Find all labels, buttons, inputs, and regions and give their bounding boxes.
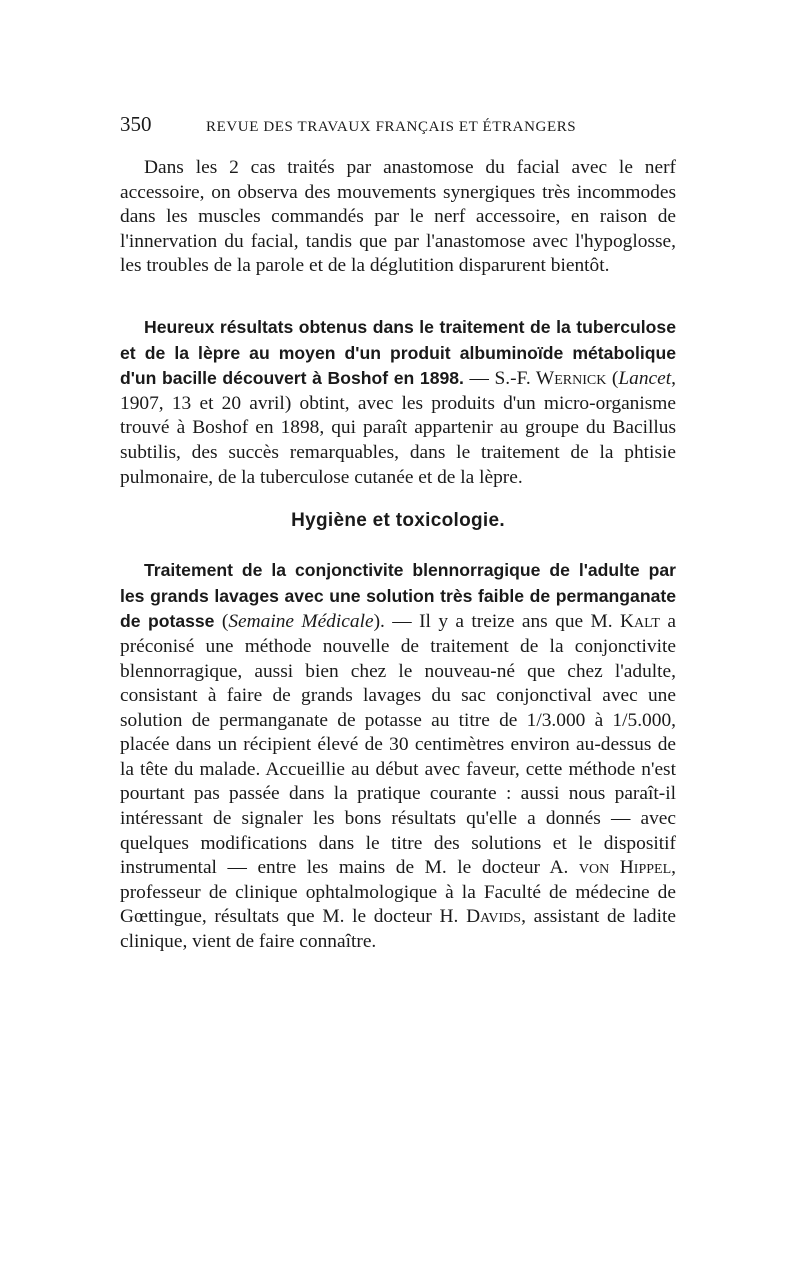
name-kalt: Kalt [620, 611, 660, 633]
author-wernick: S.-F. Wernick [494, 368, 607, 390]
source-open: ( [606, 368, 619, 390]
source-close: ). [373, 611, 385, 633]
paragraph-facial-anastomosis: Dans les 2 cas traités par anastomose du facial avec le nerf accessoire, on observa des mouvements synergiques très incommodes dans les muscles commandés par le nerf accessoire, en raison de l'innervation du facial, tandis que par l'anastomose avec l'hypoglosse, les troubles de la parole et de la déglutition disparurent bientôt. [120, 157, 676, 277]
article-body-part-1: a préconisé une méthode nouvelle de traitement de la conjonctivite blennorragique, aussi bien chez le nouveau-né que chez l'adulte, consistant à faire de grands lavages du sac conjonctival avec une solution de permanganate de potasse au titre de 1/3.000 à 1/5.000, placée dans un récipient élevé de 30 centimètres environ au-dessus de la tête du malade. Accueillie au début avec faveur, cette méthode n'est pourtant pas passée dans la pratique courante : aussi nous paraît-il intéressant de signaler les bons résultats qu'elle a donnés — avec quelques modifications dans le titre des solutions et le dispositif instrumental — entre les mains de M. le docteur A. [120, 611, 676, 879]
name-davids: Davids [466, 906, 522, 928]
article-conjunctivitis [120, 558, 676, 955]
name-von-hippel: von Hippel [578, 857, 672, 879]
article-dash: — [463, 368, 495, 390]
article-title-tuberculosis: Heureux résultats obtenus dans le traitement de la tuberculose et de la lèpre au moyen d'un produit albuminoïde métabolique d'un bacille découvert à Boshof en 1898. [120, 316, 676, 389]
section-heading-hygiene: Hygiène et toxicologie. [291, 510, 505, 532]
running-head [120, 112, 676, 142]
article-body-tuberculosis: obtint, avec les produits d'un micro-organisme trouvé à Boshof en 1898, qui paraît appartenir au groupe du Bacillus subtilis, des succès remarquables, dans le traitement de la phtisie pulmonaire, de la tuberculose cutanée et de la lèpre. [120, 392, 676, 488]
article-body-part-2: , professeur de clinique ophtalmologique à la Faculté de médecine de Gœttingue, résultats que M. le docteur H. [120, 857, 676, 928]
article-body-intro: — Il y a treize ans que M. [384, 611, 621, 633]
running-title: REVUE DES TRAVAUX FRANÇAIS ET ÉTRANGERS [206, 119, 577, 135]
page [120, 112, 676, 955]
article-body-part-3: , assistant de ladite clinique, vient de faire connaître. [120, 906, 676, 953]
article-title-conjunctivitis: Traitement de la conjonctivite blennorragique de l'adulte par les grands lavages avec une solution très faible de permanganate de potasse [120, 560, 676, 632]
source-journal-lancet: Lancet [618, 368, 672, 390]
article-tuberculosis [120, 315, 676, 490]
page-number: 350 [120, 112, 152, 136]
source-journal-semaine: Semaine Médicale [228, 611, 374, 633]
source-details: , 1907, 13 et 20 avril) [120, 368, 676, 414]
source-open: ( [214, 611, 229, 633]
